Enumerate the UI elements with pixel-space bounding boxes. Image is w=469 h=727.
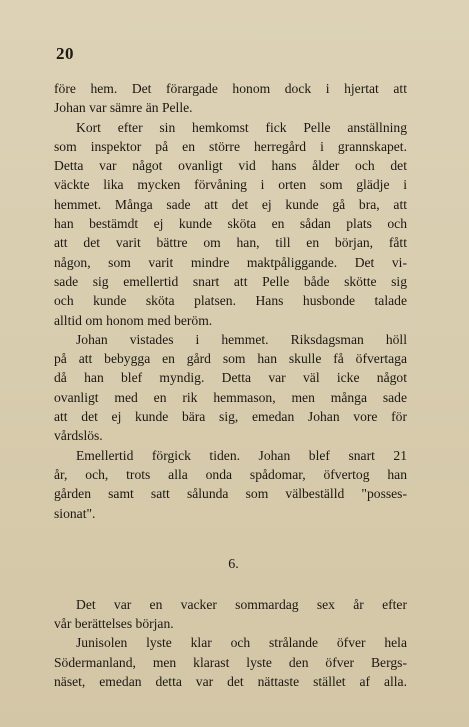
text-line-14: Johan vistades i hemmet. Riksdagsman höll (76, 331, 407, 347)
text-line-20: Emellertid förgick tiden. Johan blef snart 21 (76, 447, 407, 463)
text-line-28: näset, emedan detta var det nättaste stället af alla. (54, 674, 407, 690)
text-line-11: sade sig emellertid snart att Pelle både skötte sig (54, 273, 407, 289)
text-line-16: då han blef myndig. Detta var väl icke något (54, 370, 407, 386)
text-line-1: före hem. Det förargade honom dock i hjertat att (54, 81, 407, 96)
text-line-27: Södermanland, men klarast lyste den öfver Bergs- (54, 654, 407, 670)
text-line-26: Junisolen lyste klar och strålande öfver hela (76, 635, 407, 651)
text-line-22: gården samt satt sålunda som välbeställd "posses- (54, 486, 407, 502)
page-number: 20 (56, 44, 74, 63)
text-line-15: på att bebygga en gård som han skulle få öfvertaga (54, 351, 407, 367)
text-line-19: vårdslös. (54, 428, 103, 444)
chapter-number: 6. (228, 556, 239, 572)
text-line-10: någon, som varit mindre maktpåliggande. Det vi- (54, 254, 407, 270)
text-line-6: väckte lika mycken förvåning i orten som glädje i (54, 177, 407, 193)
text-line-18: att det ej kunde bära sig, emedan Johan vore för (54, 409, 407, 425)
text-line-7: hemmet. Många sade att det ej kunde gå bra, att (54, 196, 407, 212)
text-line-12: och kunde sköta platsen. Hans husbonde talade (54, 293, 407, 309)
text-line-4: som inspektor på en större herregård i grannskapet. (54, 138, 407, 154)
text-line-5: Detta var något ovanligt vid hans ålder och det (54, 158, 407, 174)
text-line-23: sionat". (54, 505, 96, 521)
text-line-13: alltid om honom med beröm. (54, 312, 213, 328)
text-block (54, 79, 407, 691)
text-line-17: ovanligt med en rik hemmason, men många sade (54, 389, 407, 405)
text-line-2: Johan var sämre än Pelle. (54, 100, 193, 116)
text-line-3: Kort efter sin hemkomst fick Pelle anställning (76, 119, 407, 135)
text-line-8: han bestämdt ej kunde sköta en sådan plats och (54, 216, 407, 232)
text-line-9: att det varit bättre om han, till en början, fått (54, 235, 407, 251)
text-line-21: år, och, trots alla onda spådomar, öfvertog han (54, 466, 407, 482)
text-line-25: vår berättelses början. (54, 616, 174, 632)
text-line-24: Det var en vacker sommardag sex år efter (76, 596, 407, 612)
